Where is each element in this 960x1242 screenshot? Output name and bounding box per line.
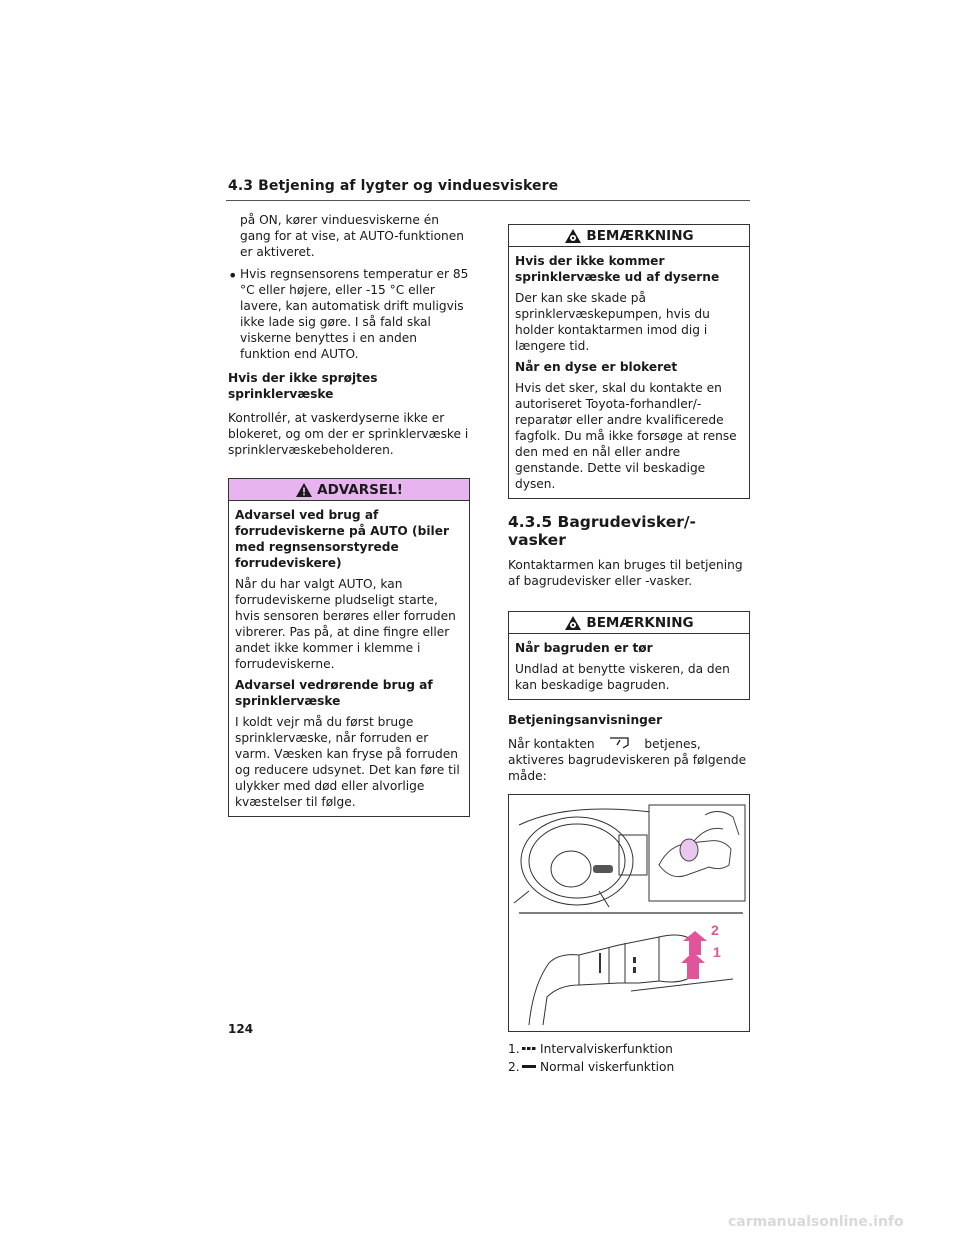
notice-header-1 [509,225,749,247]
rear-wiper-icon [608,736,630,750]
section-intro: Kontaktarmen kan bruges til betjening af bagrudevisker eller -vasker. [508,558,743,588]
instructions-text [508,736,750,784]
page-number: 124 [228,1022,254,1036]
notice-icon [564,228,582,244]
left-column [228,212,470,817]
subheading-no-spray: Hvis der ikke sprøjtes sprinklervæske [228,371,378,401]
notice1-text-2: Hvis det sker, skal du kontakte en autoriseret Toyota-forhandler/-reparatør eller andre kvalificerede fagfolk. Du må ikke forsøge at rense den med en nål eller andre genstande. Dette vil beskadige dysen. [515,381,737,491]
lever-illustration [509,795,749,1029]
warning-heading-1: Advarsel ved brug af forrudeviskerne på AUTO (biler med regnsensorstyrede forrudeviskere) [235,508,449,570]
page-header-title: 4.3 Betjening af lygter og vinduesviskere [228,178,559,194]
bullet-dot: • [228,266,238,285]
check-nozzles-text: Kontrollér, at vaskerdyserne ikke er blokeret, og om der er sprinklervæske i sprinklervæskebeholderen. [228,411,469,457]
list-label: Intervalviskerfunktion [540,1042,673,1056]
notice-body-2 [509,634,749,699]
notice-title-1: BEMÆRKNING [586,227,694,244]
notice2-heading-1: Når bagruden er tør [515,641,653,655]
instructions-pre: Når kontakten [508,737,595,751]
warning-text-1: Når du har valgt AUTO, kan forrudeviskerne pludseligt starte, hvis sensoren berøres eller forruden vibrerer. Pas på, at dine fingre eller andet ikke kommer i klemme i forrudeviskerne. [235,577,456,671]
notice-icon [564,615,582,631]
notice-header-2 [509,612,749,634]
notice1-heading-2: Når en dyse er blokeret [515,360,678,374]
list-item [508,1042,750,1056]
notice-box-2 [508,611,750,700]
notice2-text-1: Undlad at benytte viskeren, da den kan beskadige bagruden. [515,662,730,692]
warning-body [229,501,469,816]
bullet-text: Hvis regnsensorens temperatur er 85 °C eller højere, eller -15 °C eller lavere, kan automatisk drift muligvis ikke lade sig gøre. I så fald skal viskerne benyttes i en anden funktion end AUTO. [240,267,469,361]
warning-heading-2: Advarsel vedrørende brug af sprinklervæske [235,678,433,708]
warning-icon [295,482,313,498]
mode-list [508,1042,750,1074]
continuation-text: på ON, kører vinduesviskerne én gang for at vise, at AUTO-funktionen er aktiveret. [240,213,465,259]
list-item [508,1060,750,1074]
watermark: carmanualsonline.info [728,1214,904,1230]
rear-wiper-figure [508,794,750,1032]
warning-box [228,478,470,817]
list-number: 1. [508,1042,520,1056]
section-title: 4.3.5 Bagrudevisker/-vasker [508,513,696,549]
list-label: Normal viskerfunktion [540,1060,675,1074]
warning-title: ADVARSEL! [317,481,403,498]
notice-title-2: BEMÆRKNING [586,614,694,631]
notice-box-1 [508,224,750,499]
header-divider [226,200,750,201]
bullet-item [228,266,470,362]
notice1-heading-1: Hvis der ikke kommer sprinklervæske ud af dyserne [515,254,720,284]
right-column [508,224,750,1074]
instructions-post: betjenes, aktiveres bagrudeviskeren på følgende måde: [508,737,747,783]
figure-label-1: 1 [713,944,721,960]
instructions-heading: Betjeningsanvisninger [508,713,663,727]
notice1-text-1: Der kan ske skade på sprinklervæskepumpen, hvis du holder kontaktarmen imod dig i længere tid. [515,291,710,353]
warning-text-2: I koldt vejr må du først bruge sprinklervæske, når forruden er varm. Væsken kan fryse på forruden og reducere udsynet. Det kan føre til ulykker med død eller alvorlige kvæstelser til følge. [235,715,460,809]
warning-header [229,479,469,501]
list-number: 2. [508,1060,520,1074]
figure-label-2: 2 [711,922,719,938]
normal-wiper-icon [522,1064,540,1070]
notice-body-1 [509,247,749,498]
interval-wiper-icon [522,1046,540,1052]
